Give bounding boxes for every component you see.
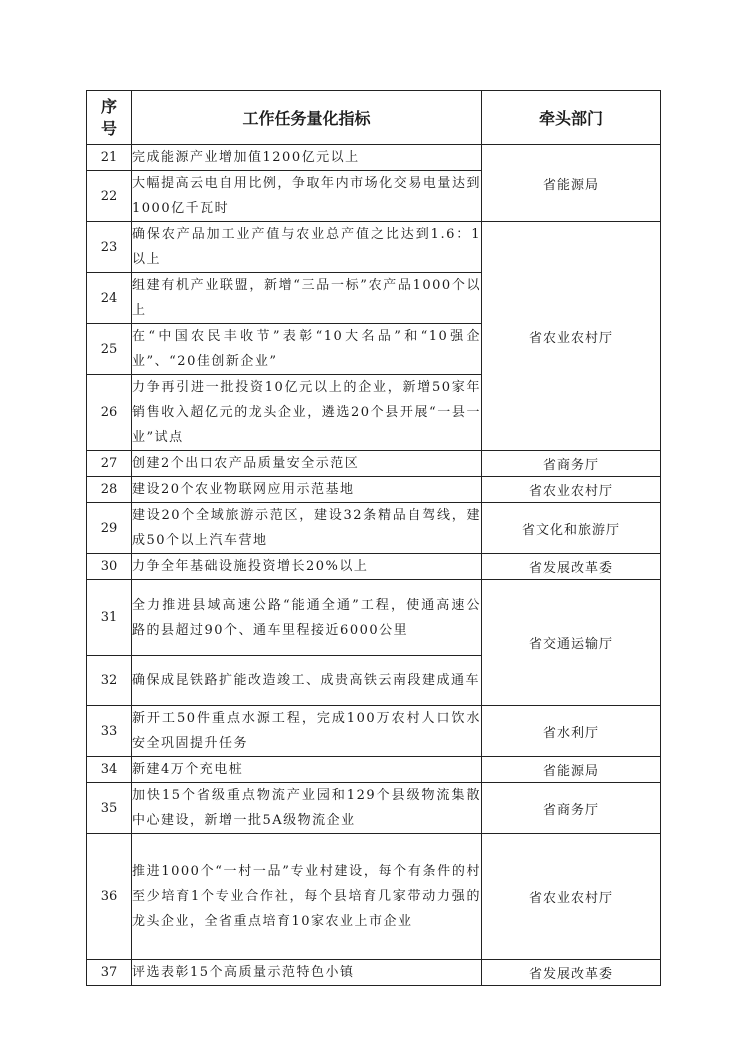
header-task: 工作任务量化指标: [132, 91, 482, 145]
row-number: 30: [87, 554, 132, 580]
task-cell: 确保成昆铁路扩能改造竣工、成贵高铁云南段建成通车: [132, 656, 482, 706]
header-department: 牵头部门: [482, 91, 661, 145]
department-cell: 省商务厅: [482, 451, 661, 477]
table-row: [87, 757, 661, 783]
task-cell: 力争再引进一批投资10亿元以上的企业，新增50家年销售收入超亿元的龙头企业，遴选20个县开展“一县一业”试点: [132, 375, 482, 451]
row-number: 27: [87, 451, 132, 477]
row-number: 26: [87, 375, 132, 451]
department-cell: 省能源局: [482, 757, 661, 783]
task-cell: 确保农产品加工业产值与农业总产值之比达到1.6：1以上: [132, 222, 482, 273]
task-cell: 建设20个全域旅游示范区，建设32条精品自驾线，建成50个以上汽车营地: [132, 503, 482, 554]
task-cell: 完成能源产业增加值1200亿元以上: [132, 145, 482, 171]
table-row: [87, 503, 661, 554]
department-cell: 省水利厅: [482, 706, 661, 757]
table-row: [87, 145, 661, 171]
table-row: [87, 960, 661, 986]
task-cell: 力争全年基础设施投资增长20%以上: [132, 554, 482, 580]
department-cell: 省发展改革委: [482, 960, 661, 986]
task-cell: 组建有机产业联盟，新增“三品一标”农产品1000个以上: [132, 273, 482, 324]
task-cell: 全力推进县域高速公路“能通全通”工程，使通高速公路的县超过90个、通车里程接近6000公里: [132, 580, 482, 656]
task-cell: 加快15个省级重点物流产业园和129个县级物流集散中心建设，新增一批5A级物流企业: [132, 783, 482, 834]
task-cell: 建设20个农业物联网应用示范基地: [132, 477, 482, 503]
table-row: [87, 554, 661, 580]
row-number: 25: [87, 324, 132, 375]
row-number: 23: [87, 222, 132, 273]
row-number: 37: [87, 960, 132, 986]
row-number: 21: [87, 145, 132, 171]
table-header-row: [87, 91, 661, 145]
row-number: 35: [87, 783, 132, 834]
department-cell: 省发展改革委: [482, 554, 661, 580]
document-page: [86, 90, 660, 986]
header-number: [87, 91, 132, 145]
department-cell: 省农业农村厅: [482, 477, 661, 503]
department-cell: 省商务厅: [482, 783, 661, 834]
task-cell: 评选表彰15个高质量示范特色小镇: [132, 960, 482, 986]
task-cell: 新开工50件重点水源工程，完成100万农村人口饮水安全巩固提升任务: [132, 706, 482, 757]
table-row: [87, 580, 661, 656]
table-row: [87, 783, 661, 834]
row-number: 22: [87, 171, 132, 222]
department-cell: 省交通运输厅: [482, 580, 661, 706]
row-number: 29: [87, 503, 132, 554]
task-cell: 推进1000个“一村一品”专业村建设，每个有条件的村至少培育1个专业合作社，每个县培育几家带动力强的龙头企业，全省重点培育10家农业上市企业: [132, 834, 482, 960]
row-number: 34: [87, 757, 132, 783]
row-number: 32: [87, 656, 132, 706]
table-row: [87, 477, 661, 503]
table-row: [87, 222, 661, 273]
task-cell: 创建2个出口农产品质量安全示范区: [132, 451, 482, 477]
task-table: [86, 90, 661, 986]
row-number: 31: [87, 580, 132, 656]
task-cell: 在“中国农民丰收节”表彰“10大名品”和“10强企业”、“20佳创新企业”: [132, 324, 482, 375]
row-number: 36: [87, 834, 132, 960]
task-cell: 大幅提高云电自用比例，争取年内市场化交易电量达到1000亿千瓦时: [132, 171, 482, 222]
table-row: [87, 706, 661, 757]
department-cell: 省农业农村厅: [482, 834, 661, 960]
header-number-top: 序: [100, 96, 117, 116]
task-cell: 新建4万个充电桩: [132, 757, 482, 783]
table-row: [87, 834, 661, 960]
row-number: 33: [87, 706, 132, 757]
department-cell: 省文化和旅游厅: [482, 503, 661, 554]
row-number: 28: [87, 477, 132, 503]
department-cell: 省能源局: [482, 145, 661, 222]
row-number: 24: [87, 273, 132, 324]
header-number-bottom: 号: [100, 118, 117, 138]
table-row: [87, 451, 661, 477]
department-cell: 省农业农村厅: [482, 222, 661, 451]
